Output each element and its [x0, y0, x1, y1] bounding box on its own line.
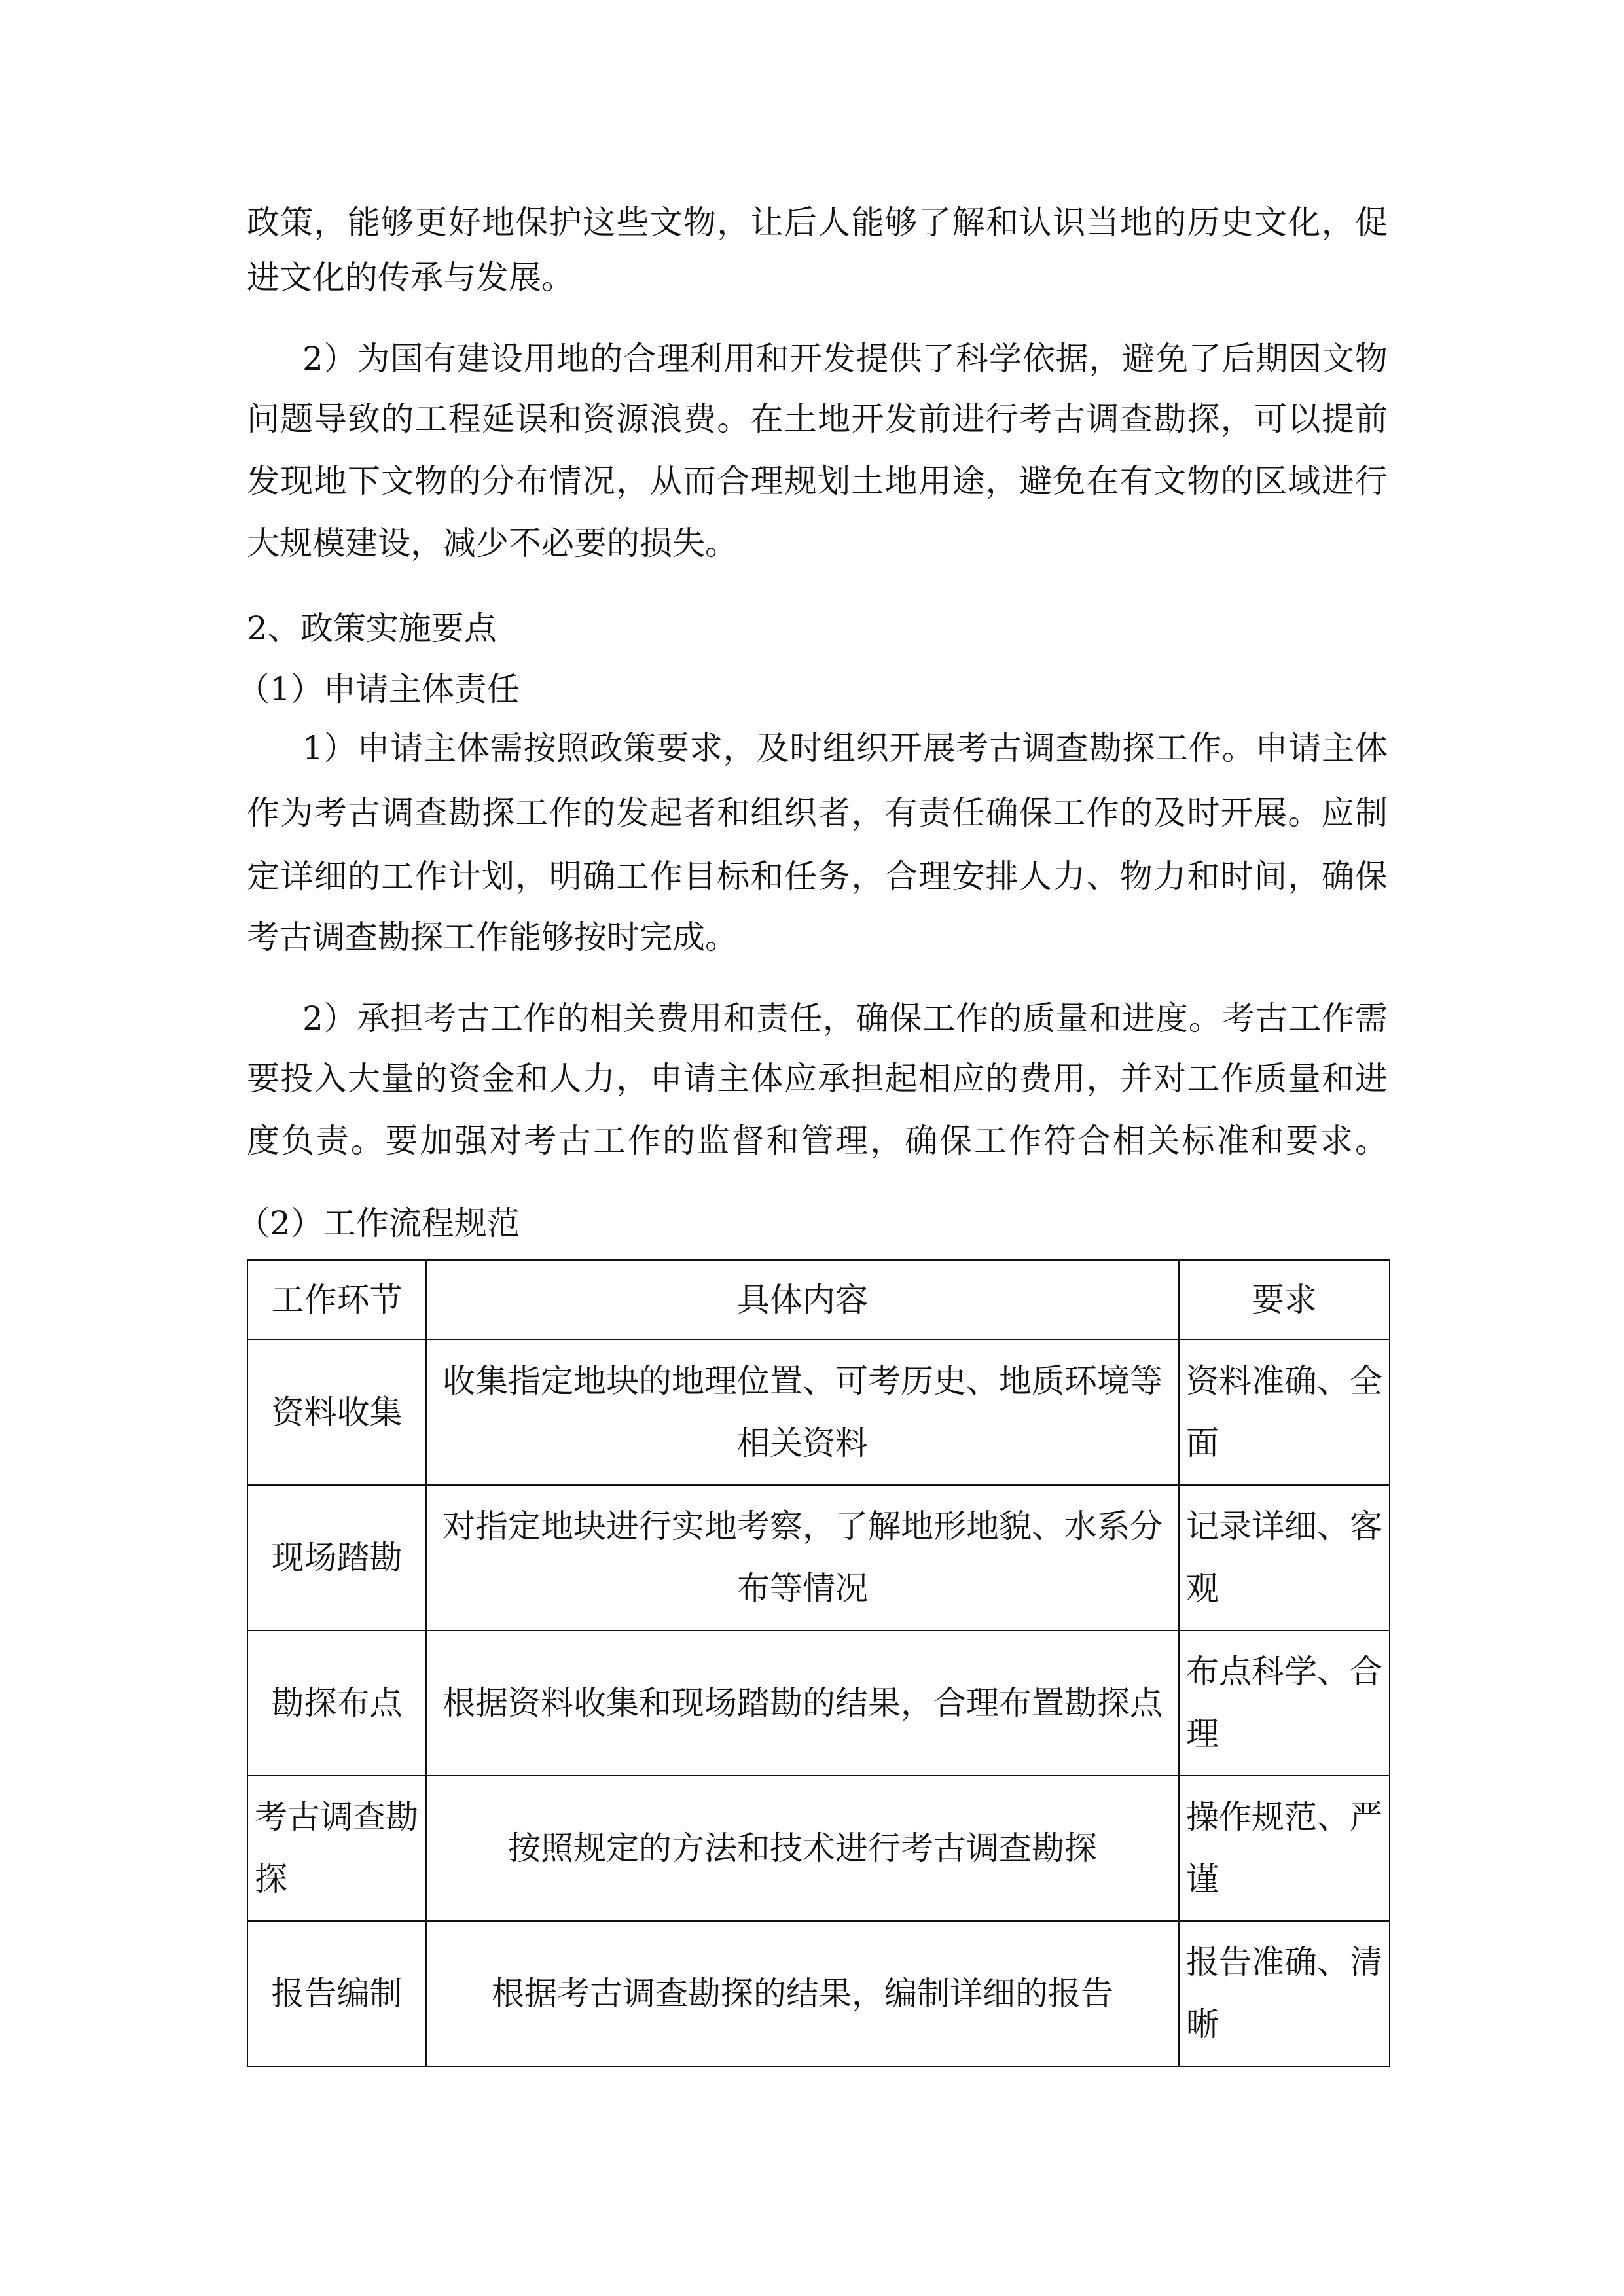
header-cell: 具体内容	[426, 1260, 1179, 1340]
table-row	[247, 1921, 1390, 2066]
text-line: 发现地下文物的分布情况，从而合理规划土地用途，避免在有文物的区域进行	[247, 462, 1388, 500]
requirement-cell: 操作规范、严谨	[1179, 1776, 1390, 1921]
table-row	[247, 1630, 1390, 1776]
table-row	[247, 1340, 1390, 1485]
header-cell: 工作环节	[247, 1260, 426, 1340]
text-line: 进文化的传承与发展。	[247, 259, 574, 296]
stage-cell: 勘探布点	[247, 1630, 426, 1776]
text-line: 要投入大量的资金和人力，申请主体应承担起相应的费用，并对工作质量和进	[247, 1060, 1388, 1098]
requirement-cell: 记录详细、客观	[1179, 1485, 1390, 1630]
stage-cell: 报告编制	[247, 1921, 426, 2066]
subsection-heading: （1）申请主体责任	[237, 670, 520, 708]
text-line: 2）为国有建设用地的合理利用和开发提供了科学依据，避免了后期因文物	[302, 340, 1388, 378]
text-line: 大规模建设，减少不必要的损失。	[247, 524, 738, 562]
text-line: 问题导致的工程延误和资源浪费。在土地开发前进行考古调查勘探，可以提前	[247, 400, 1388, 438]
header-cell: 要求	[1179, 1260, 1390, 1340]
text-line: 考古调查勘探工作能够按时完成。	[247, 918, 738, 956]
text-line: 作为考古调查勘探工作的发起者和组织者，有责任确保工作的及时开展。应制	[247, 794, 1388, 832]
content-cell: 按照规定的方法和技术进行考古调查勘探	[426, 1776, 1179, 1921]
content-cell: 根据考古调查勘探的结果，编制详细的报告	[426, 1921, 1179, 2066]
text-line: 度负责。要加强对考古工作的监督和管理，确保工作符合相关标准和要求。	[247, 1122, 1388, 1160]
table-row	[247, 1776, 1390, 1921]
table-row	[247, 1485, 1390, 1630]
stage-cell: 考古调查勘探	[247, 1776, 426, 1921]
requirement-cell: 资料准确、全面	[1179, 1340, 1390, 1485]
content-cell: 对指定地块进行实地考察，了解地形地貌、水系分布等情况	[426, 1485, 1179, 1630]
text-line: 政策，能够更好地保护这些文物，让后人能够了解和认识当地的历史文化，促	[247, 204, 1388, 242]
stage-cell: 现场踏勘	[247, 1485, 426, 1630]
requirement-cell: 布点科学、合理	[1179, 1630, 1390, 1776]
section-heading: 2、政策实施要点	[247, 609, 497, 647]
text-line: 定详细的工作计划，明确工作目标和任务，合理安排人力、物力和时间，确保	[247, 857, 1388, 895]
text-line: 2）承担考古工作的相关费用和责任，确保工作的质量和进度。考古工作需	[302, 999, 1388, 1037]
workflow-table	[247, 1259, 1390, 2067]
text-line: 1）申请主体需按照政策要求，及时组织开展考古调查勘探工作。申请主体	[302, 729, 1388, 767]
content-cell: 根据资料收集和现场踏勘的结果，合理布置勘探点	[426, 1630, 1179, 1776]
content-cell: 收集指定地块的地理位置、可考历史、地质环境等相关资料	[426, 1340, 1179, 1485]
stage-cell: 资料收集	[247, 1340, 426, 1485]
subsection-heading: （2）工作流程规范	[237, 1204, 520, 1242]
requirement-cell: 报告准确、清晰	[1179, 1921, 1390, 2066]
table-header-row	[247, 1260, 1390, 1340]
